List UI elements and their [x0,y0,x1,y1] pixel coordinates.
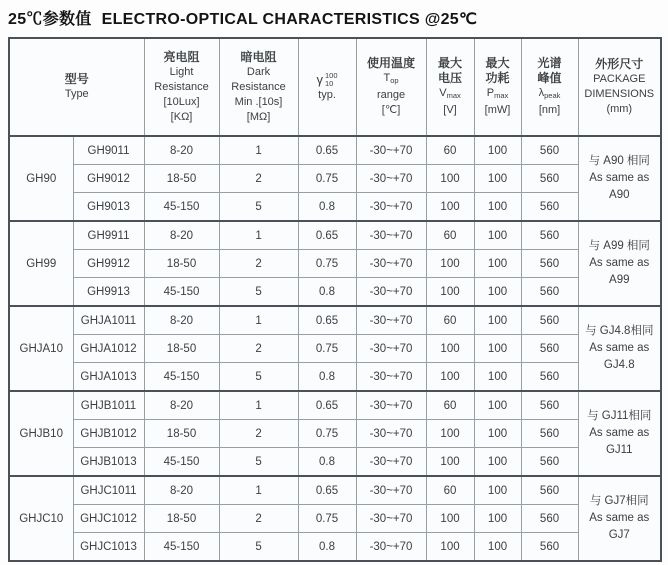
package-line-zh: 与 GJ4.8相同 [585,325,654,337]
pmax-cell: 100 [474,533,521,562]
gamma-cell: 0.75 [298,165,356,193]
dark-resistance-cell: 5 [219,363,298,392]
header-package-l2: DIMENSIONS [584,88,655,100]
model-cell: GHJA1011 [73,306,144,335]
light-resistance-cell: 45-150 [144,278,219,307]
gamma-cell: 0.65 [298,136,356,165]
table-row [9,306,661,335]
model-cell: GH9013 [73,193,144,222]
header-dark-l1: Dark [246,65,271,78]
model-cell: GHJB1011 [73,391,144,420]
table-row [9,136,661,165]
header-package-dimensions [578,38,661,136]
table-row [9,250,661,278]
temp-range-cell: -30~+70 [356,476,426,505]
light-resistance-cell: 18-50 [144,420,219,448]
header-dark-zh: 暗电阻 [240,49,277,64]
header-light-zh: 亮电阻 [163,49,200,64]
group-name-cell: GHJB10 [9,391,73,476]
model-cell: GHJC1012 [73,505,144,533]
header-pmax-zh1: 最大 [485,56,510,70]
header-dark-unit: [MΩ] [246,110,271,123]
group-name-cell: GH90 [9,136,73,221]
header-lpeak-zh2: 峰值 [537,71,562,85]
dark-resistance-cell: 1 [219,221,298,250]
temp-range-cell: -30~+70 [356,278,426,307]
light-resistance-cell: 18-50 [144,165,219,193]
model-cell: GHJB1012 [73,420,144,448]
gamma-cell: 0.8 [298,533,356,562]
dark-resistance-cell: 2 [219,335,298,363]
temp-range-cell: -30~+70 [356,136,426,165]
package-cell [578,476,661,561]
gamma-cell: 0.75 [298,250,356,278]
vmax-cell: 100 [426,363,474,392]
vmax-cell: 100 [426,448,474,477]
pmax-cell: 100 [474,306,521,335]
pmax-sym: P [486,87,495,99]
vmax-sym-sub: max [446,91,461,100]
table-row [9,476,661,505]
light-resistance-cell: 8-20 [144,221,219,250]
temp-range-cell: -30~+70 [356,391,426,420]
group-name-cell: GHJC10 [9,476,73,561]
group-name-cell: GHJA10 [9,306,73,391]
model-cell: GH9011 [73,136,144,165]
vmax-cell: 60 [426,476,474,505]
peak-wavelength-cell: 560 [521,221,578,250]
title-english: ELECTRO-OPTICAL CHARACTERISTICS @25℃ [101,11,478,28]
peak-wavelength-cell: 560 [521,505,578,533]
dark-resistance-cell: 1 [219,391,298,420]
vmax-cell: 100 [426,505,474,533]
light-resistance-cell: 18-50 [144,505,219,533]
pmax-cell: 100 [474,136,521,165]
pmax-cell: 100 [474,505,521,533]
table-row [9,420,661,448]
dark-resistance-cell: 5 [219,278,298,307]
header-light-resistance [144,38,219,136]
model-cell: GHJC1013 [73,533,144,562]
light-resistance-cell: 8-20 [144,136,219,165]
gamma-sup: 100 [325,70,338,80]
dark-resistance-cell: 2 [219,505,298,533]
temp-sym: T [383,72,391,84]
table-row [9,221,661,250]
pmax-cell: 100 [474,165,521,193]
temp-range-cell: -30~+70 [356,505,426,533]
dark-resistance-cell: 5 [219,193,298,222]
temp-range-cell: -30~+70 [356,221,426,250]
temp-range-cell: -30~+70 [356,533,426,562]
package-line-ref: A99 [609,274,630,286]
header-lpeak-symbol [523,86,577,103]
header-temp-symbol [358,71,425,88]
header-pmax-zh2: 功耗 [485,71,510,85]
header-dark-l3: Min .[10s] [234,95,283,108]
gamma-symbol: γ [316,72,323,87]
peak-wavelength-cell: 560 [521,448,578,477]
table-row [9,278,661,307]
peak-wavelength-cell: 560 [521,391,578,420]
model-cell: GH9012 [73,165,144,193]
vmax-cell: 100 [426,165,474,193]
peak-wavelength-cell: 560 [521,278,578,307]
package-line-en: As same as [589,172,650,184]
gamma-cell: 0.65 [298,476,356,505]
header-gamma [298,38,356,136]
gamma-cell: 0.8 [298,363,356,392]
peak-wavelength-cell: 560 [521,335,578,363]
lpeak-sym-sub: peak [544,91,561,100]
header-lpeak-zh1: 光谱 [537,56,562,70]
package-cell [578,391,661,476]
header-vmax-zh2: 电压 [438,71,463,85]
gamma-cell: 0.8 [298,193,356,222]
lpeak-sym: λ [538,87,545,99]
temp-sym-sub: op [390,76,399,85]
pmax-cell: 100 [474,335,521,363]
peak-wavelength-cell: 560 [521,306,578,335]
peak-wavelength-cell: 560 [521,136,578,165]
temp-range-cell: -30~+70 [356,250,426,278]
header-row [9,38,661,136]
vmax-cell: 60 [426,136,474,165]
pmax-cell: 100 [474,278,521,307]
light-resistance-cell: 45-150 [144,448,219,477]
package-line-en: As same as [589,512,650,524]
pmax-cell: 100 [474,420,521,448]
table-row [9,335,661,363]
gamma-cell: 0.65 [298,391,356,420]
package-line-zh: 与 A99 相同 [588,240,650,252]
vmax-cell: 60 [426,221,474,250]
package-line-ref: GJ11 [605,444,633,456]
dark-resistance-cell: 1 [219,306,298,335]
header-dark-resistance [219,38,298,136]
header-light-l3: [10Lux] [163,95,200,108]
header-dark-l2: Resistance [231,80,286,93]
package-line-en: As same as [589,342,650,354]
package-line-zh: 与 GJ7相同 [589,495,649,507]
group-name-cell: GH99 [9,221,73,306]
gamma-cell: 0.8 [298,448,356,477]
pmax-cell: 100 [474,391,521,420]
header-package-unit: (mm) [606,103,633,115]
temp-range-cell: -30~+70 [356,335,426,363]
gamma-cell: 0.75 [298,420,356,448]
gamma-typ: typ. [318,88,336,101]
package-line-en: As same as [589,427,650,439]
temp-range-cell: -30~+70 [356,420,426,448]
package-cell [578,136,661,221]
header-vmax-symbol [428,86,473,103]
peak-wavelength-cell: 560 [521,533,578,562]
table-row [9,505,661,533]
page-title [8,6,660,29]
header-temp-range-word: range [376,89,406,101]
peak-wavelength-cell: 560 [521,250,578,278]
model-cell: GHJA1013 [73,363,144,392]
model-cell: GH9913 [73,278,144,307]
model-cell: GH9911 [73,221,144,250]
package-line-ref: A90 [609,189,630,201]
model-cell: GHJA1012 [73,335,144,363]
header-temp-unit: [℃] [381,104,401,116]
dark-resistance-cell: 1 [219,476,298,505]
header-light-l2: Resistance [154,80,209,93]
package-cell [578,306,661,391]
light-resistance-cell: 18-50 [144,250,219,278]
vmax-cell: 100 [426,335,474,363]
header-vmax-zh1: 最大 [438,56,463,70]
gamma-symbol-group [300,72,355,88]
light-resistance-cell: 8-20 [144,476,219,505]
temp-range-cell: -30~+70 [356,363,426,392]
model-cell: GHJB1013 [73,448,144,477]
light-resistance-cell: 45-150 [144,193,219,222]
header-pmax-unit: [mW] [484,104,511,116]
title-chinese: 25℃参数值 [8,11,92,28]
light-resistance-cell: 45-150 [144,533,219,562]
vmax-cell: 100 [426,533,474,562]
header-temp-zh: 使用温度 [367,56,416,70]
peak-wavelength-cell: 560 [521,476,578,505]
gamma-cell: 0.8 [298,278,356,307]
package-line-ref: GJ7 [608,529,630,541]
package-cell [578,221,661,306]
table-row [9,193,661,222]
gamma-sub: 10 [325,78,334,88]
peak-wavelength-cell: 560 [521,363,578,392]
peak-wavelength-cell: 560 [521,193,578,222]
temp-range-cell: -30~+70 [356,165,426,193]
gamma-cell: 0.65 [298,306,356,335]
pmax-sym-sub: max [494,91,509,100]
gamma-cell: 0.65 [298,221,356,250]
package-line-zh: 与 A90 相同 [588,155,650,167]
light-resistance-cell: 18-50 [144,335,219,363]
dark-resistance-cell: 5 [219,448,298,477]
header-vmax-unit: [V] [443,104,457,116]
header-type [9,38,144,136]
light-resistance-cell: 45-150 [144,363,219,392]
header-vmax [426,38,474,136]
dark-resistance-cell: 5 [219,533,298,562]
pmax-cell: 100 [474,476,521,505]
vmax-cell: 60 [426,306,474,335]
gamma-fraction [325,72,338,88]
table-row [9,391,661,420]
table-row [9,165,661,193]
header-temp-range [356,38,426,136]
dark-resistance-cell: 2 [219,165,298,193]
vmax-cell: 60 [426,391,474,420]
table-row [9,363,661,392]
gamma-cell: 0.75 [298,335,356,363]
header-lpeak-unit: [nm] [538,104,561,116]
header-lambda-peak [521,38,578,136]
dark-resistance-cell: 1 [219,136,298,165]
package-line-en: As same as [589,257,650,269]
pmax-cell: 100 [474,448,521,477]
package-line-ref: GJ4.8 [603,359,635,371]
header-package-l1: PACKAGE [593,73,646,85]
model-cell: GH9912 [73,250,144,278]
light-resistance-cell: 8-20 [144,306,219,335]
vmax-cell: 100 [426,250,474,278]
gamma-cell: 0.75 [298,505,356,533]
header-light-l1: Light [169,65,194,78]
dark-resistance-cell: 2 [219,420,298,448]
vmax-cell: 100 [426,193,474,222]
header-pmax-symbol [476,86,520,103]
temp-range-cell: -30~+70 [356,193,426,222]
vmax-sym: V [439,87,447,99]
light-resistance-cell: 8-20 [144,391,219,420]
package-line-zh: 与 GJ11相同 [587,410,652,422]
header-package-zh: 外形尺寸 [595,57,644,71]
header-type-en: Type [64,88,89,100]
vmax-cell: 100 [426,278,474,307]
header-light-unit: [KΩ] [170,110,193,123]
table-row [9,448,661,477]
pmax-cell: 100 [474,193,521,222]
pmax-cell: 100 [474,250,521,278]
pmax-cell: 100 [474,363,521,392]
header-pmax [474,38,521,136]
pmax-cell: 100 [474,221,521,250]
dark-resistance-cell: 2 [219,250,298,278]
header-type-zh: 型号 [64,72,89,86]
characteristics-table [8,37,662,562]
vmax-cell: 100 [426,420,474,448]
temp-range-cell: -30~+70 [356,306,426,335]
model-cell: GHJC1011 [73,476,144,505]
peak-wavelength-cell: 560 [521,420,578,448]
peak-wavelength-cell: 560 [521,165,578,193]
temp-range-cell: -30~+70 [356,448,426,477]
